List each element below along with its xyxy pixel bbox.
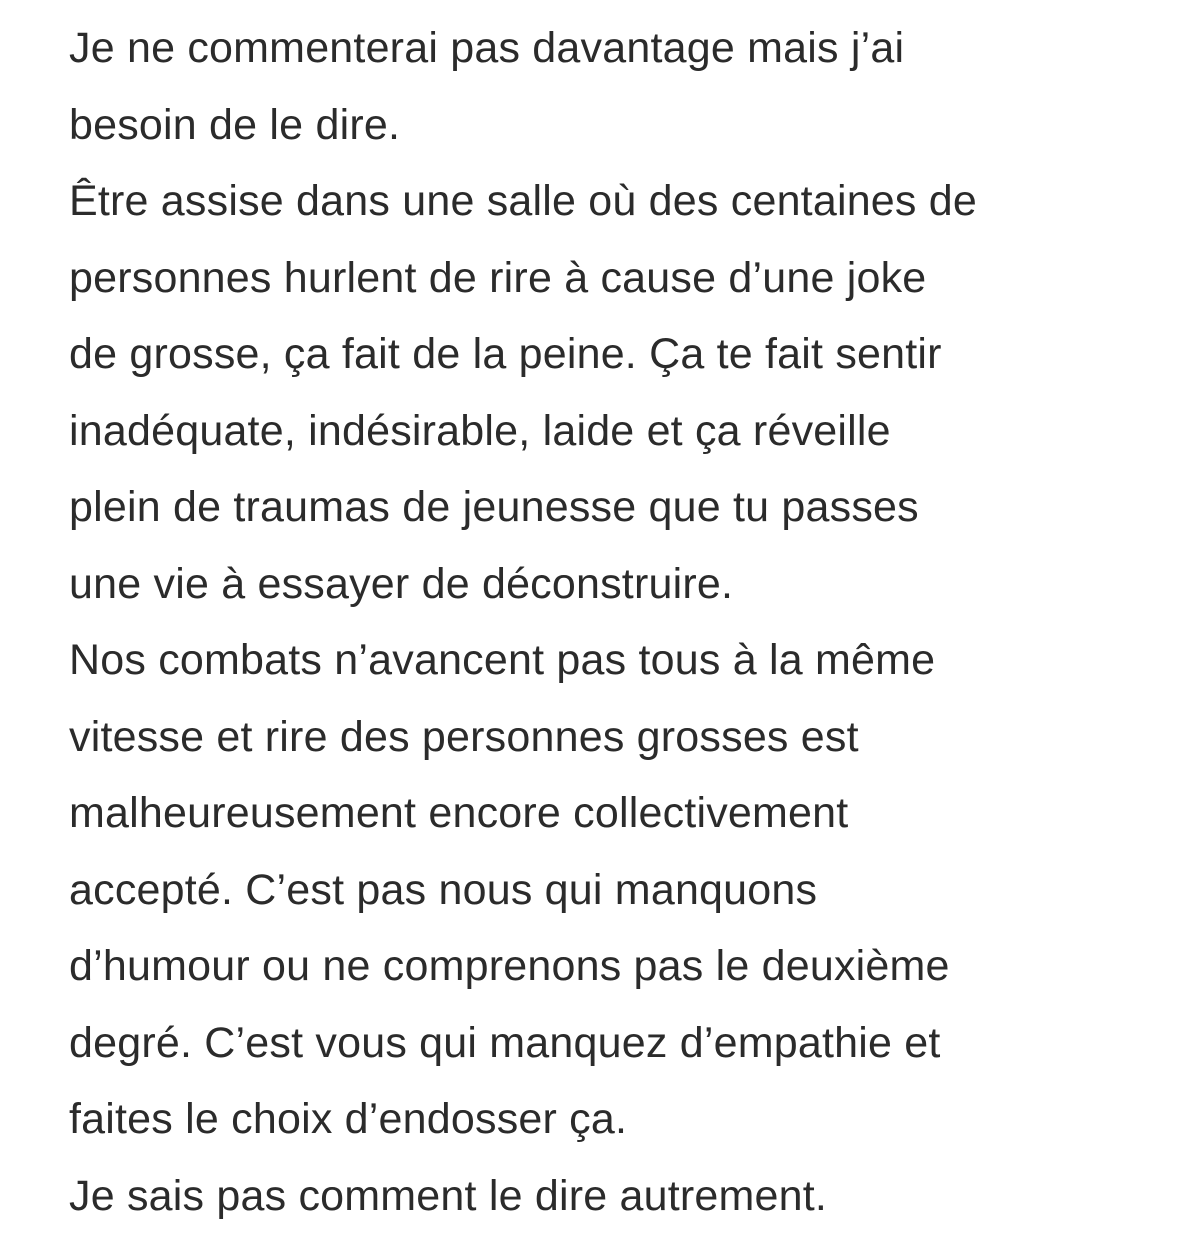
text-line: de grosse, ça fait de la peine. Ça te fait sentir (69, 316, 1169, 393)
text-line: inadéquate, indésirable, laide et ça réveille (69, 393, 1169, 470)
text-line: plein de traumas de jeunesse que tu passes (69, 469, 1169, 546)
text-line: Je ne commenterai pas davantage mais j’ai (69, 10, 1169, 87)
text-line: faites le choix d’endosser ça. (69, 1081, 1169, 1158)
text-line: d’humour ou ne comprenons pas le deuxième (69, 928, 1169, 1005)
text-line: vitesse et rire des personnes grosses est (69, 699, 1169, 776)
note-text-body (69, 10, 1169, 1234)
text-line: degré. C’est vous qui manquez d’empathie et (69, 1005, 1169, 1082)
text-line: Nos combats n’avancent pas tous à la même (69, 622, 1169, 699)
text-line: malheureusement encore collectivement (69, 775, 1169, 852)
text-line: personnes hurlent de rire à cause d’une joke (69, 240, 1169, 317)
text-line: Être assise dans une salle où des centaines de (69, 163, 1169, 240)
text-line: Je sais pas comment le dire autrement. (69, 1158, 1169, 1234)
text-line: une vie à essayer de déconstruire. (69, 546, 1169, 623)
text-line: besoin de le dire. (69, 87, 1169, 164)
text-line: accepté. C’est pas nous qui manquons (69, 852, 1169, 929)
